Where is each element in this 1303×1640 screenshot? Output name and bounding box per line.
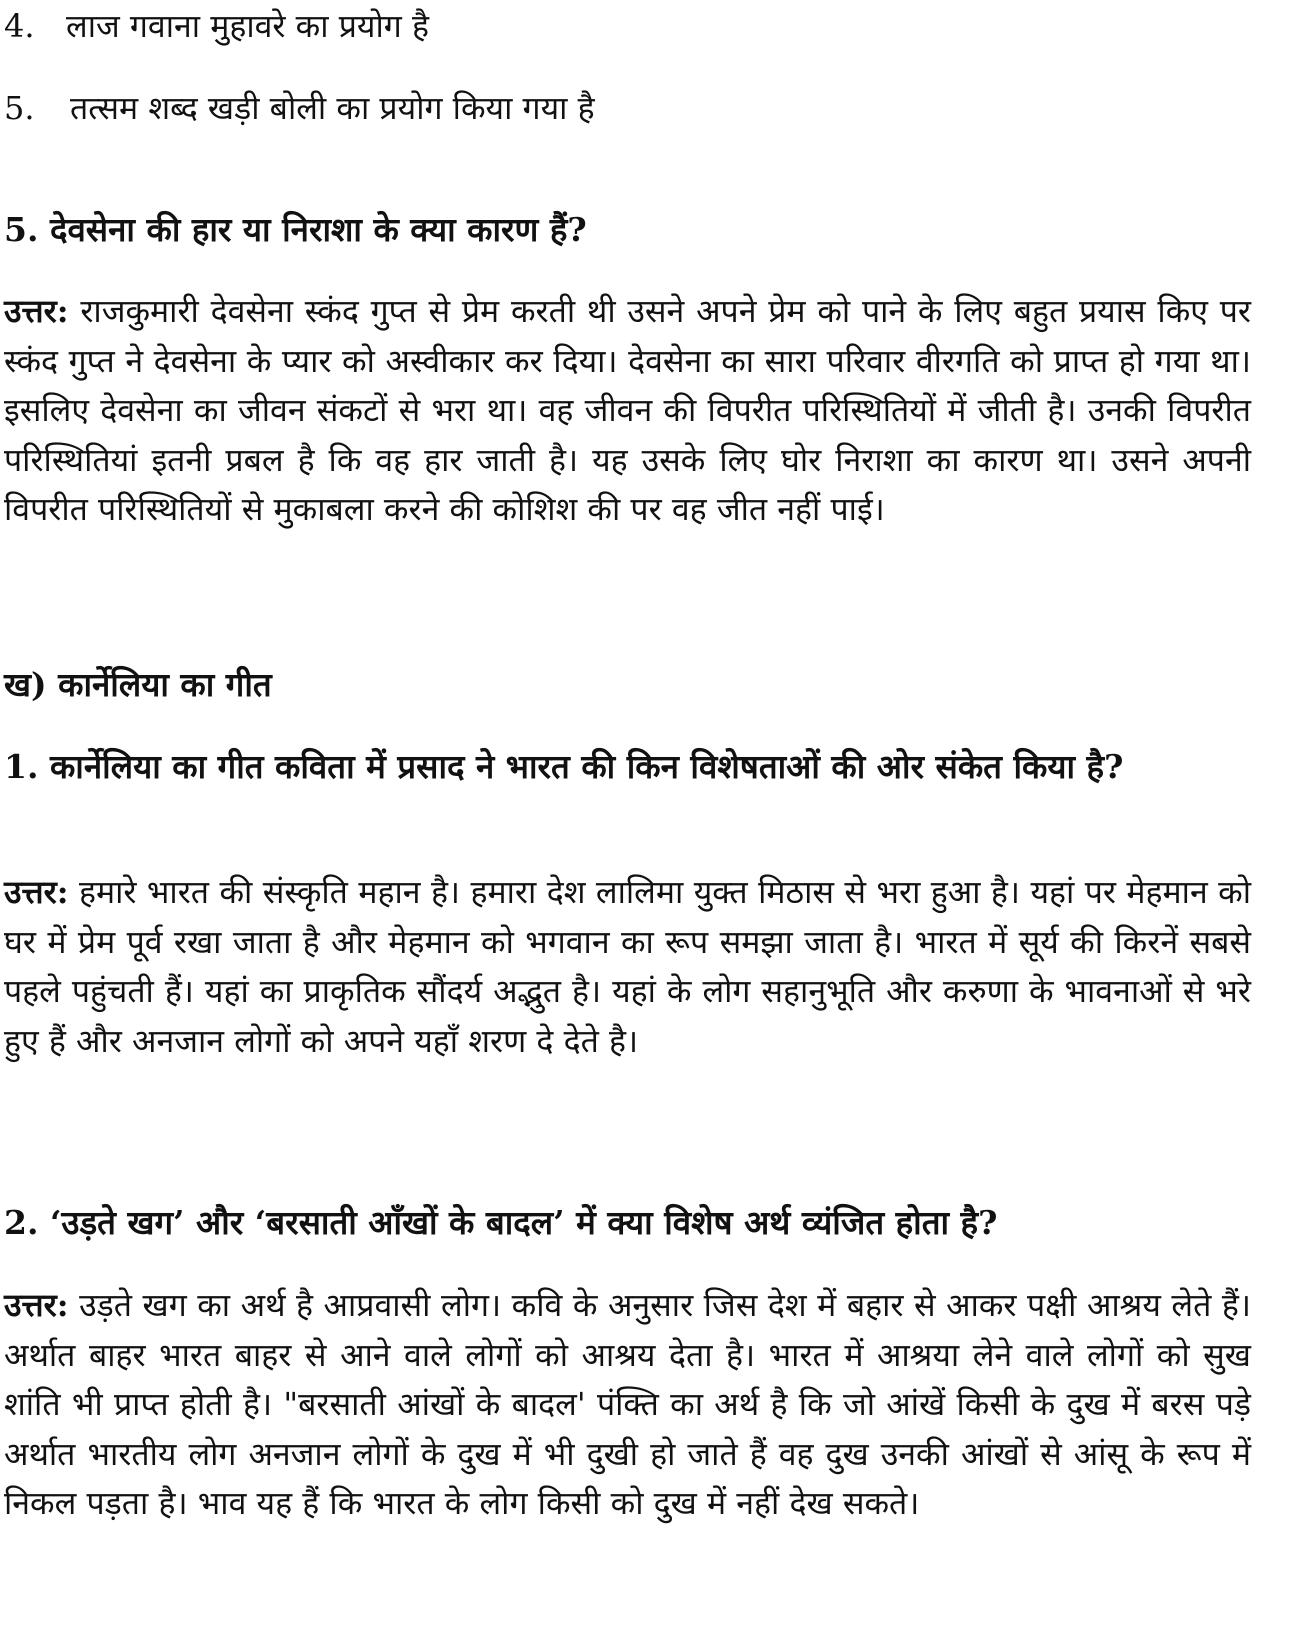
question-heading: 5. देवसेना की हार या निराशा के क्या कारण हैं? (4, 210, 587, 249)
answer-text: हमारे भारत की संस्कृति महान है। हमारा देश लालिमा युक्त मिठास से भरा हुआ है। यहां पर मेहमान को घर में प्रेम पूर्व रखा जाता है और मेहमान को भगवान का रूप समझा जाता है। भारत में सूर्य की किरनें सबसे पहले पहुंचती हैं। यहां का प्राकृतिक सौंदर्य अद्भुत है। यहां के लोग सहानुभूति और करुणा के भावनाओं से भरे हुए हैं और अनजान लोगों को अपने यहाँ शरण दे देते है। (4, 873, 1251, 1060)
list-number: 5. (4, 89, 35, 127)
answer-paragraph (4, 868, 1251, 1066)
answer-text: राजकुमारी देवसेना स्कंद गुप्त से प्रेम करती थी उसने अपने प्रेम को पाने के लिए बहुत प्रयास किए पर स्कंद गुप्त ने देवसेना के प्यार को अस्वीकार कर दिया। देवसेना का सारा परिवार वीरगति को प्राप्त हो गया था। इसलिए देवसेना का जीवन संकटों से भरा था। वह जीवन की विपरीत परिस्थितियों में जीती है। उनकी विपरीत परिस्थितियां इतनी प्रबल है कि वह हार जाती है। यह उसके लिए घोर निराशा का कारण था। उसने अपनी विपरीत परिस्थितियों से मुकाबला करने की कोशिश की पर वह जीत नहीं पाई। (4, 292, 1251, 528)
question-heading: 1. कार्नेलिया का गीत कविता में प्रसाद ने भारत की किन विशेषताओं की ओर संकेत किया है? (4, 747, 1124, 786)
answer-label: उत्तर: (4, 292, 69, 330)
answer-label: उत्तर: (4, 873, 69, 911)
list-text: तत्सम शब्द खड़ी बोली का प्रयोग किया गया है (70, 89, 595, 127)
section-heading: ख) कार्नेलिया का गीत (4, 665, 272, 704)
answer-label: उत्तर: (4, 1286, 69, 1324)
list-item (4, 4, 429, 48)
question-heading: 2. ‘उड़ते खग’ और ‘बरसाती आँखों के बादल’ में क्या विशेष अर्थ व्यंजित होता है? (4, 1203, 998, 1242)
answer-text: उड़ते खग का अर्थ है आप्रवासी लोग। कवि के अनुसार जिस देश में बहार से आकर पक्षी आश्रय लेते हैं। अर्थात बाहर भारत बाहर से आने वाले लोगों को आश्रय देता है। भारत में आश्रया लेने वाले लोगों को सुख शांति भी प्राप्त होती है। "बरसाती आंखों के बादल' पंक्ति का अर्थ है कि जो आंखें किसी के दुख में बरस पड़े अर्थात भारतीय लोग अनजान लोगों के दुख में भी दुखी हो जाते हैं वह दुख उनकी आंखों से आंसू के रूप में निकल पड़ता है। भाव यह हैं कि भारत के लोग किसी को दुख में नहीं देख सकते। (4, 1286, 1251, 1522)
answer-paragraph (4, 1281, 1251, 1529)
list-item (4, 86, 595, 130)
list-text: लाज गवाना मुहावरे का प्रयोग है (66, 7, 429, 45)
answer-paragraph (4, 287, 1251, 535)
list-number: 4. (4, 7, 35, 45)
